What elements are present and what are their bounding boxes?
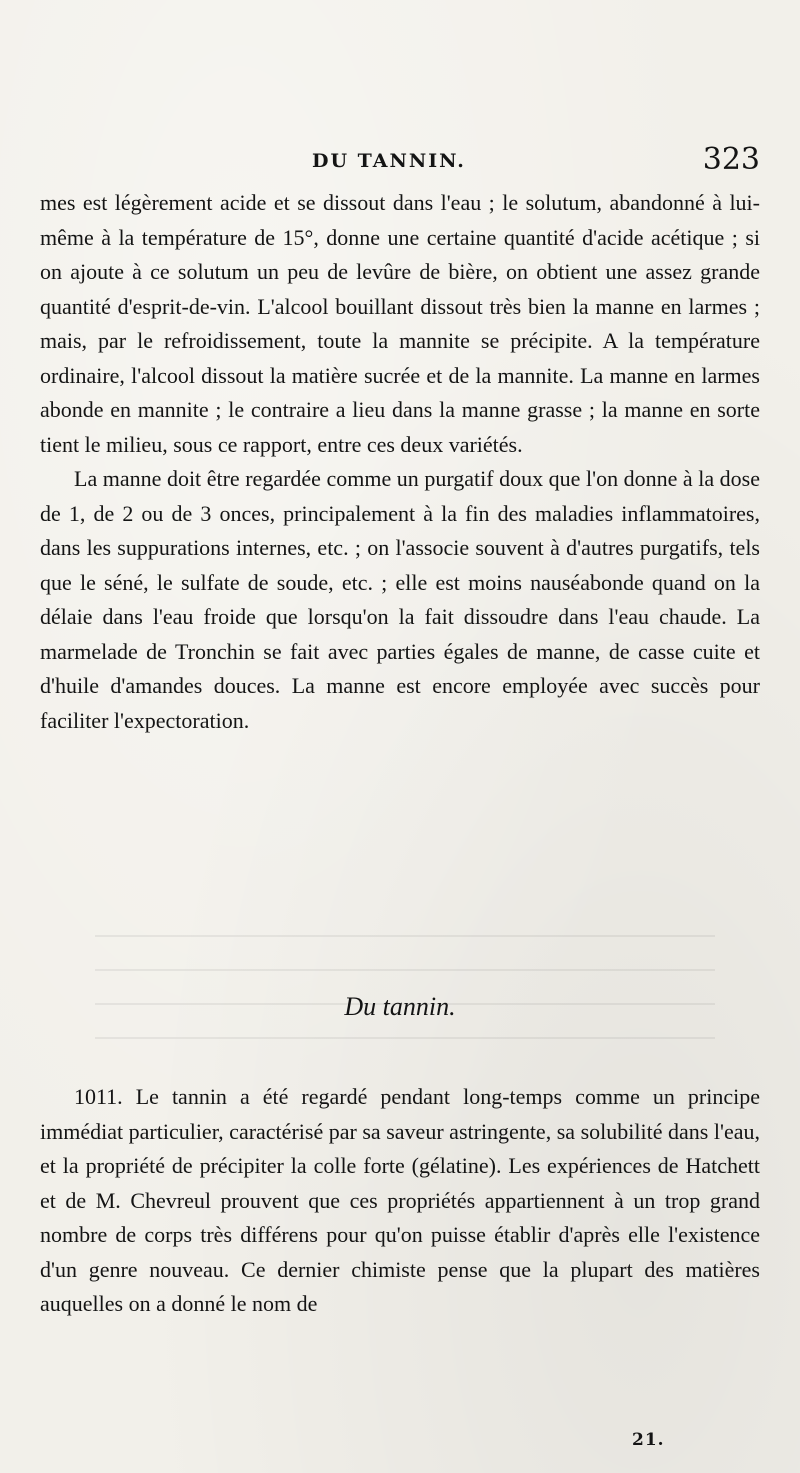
page-number: 323 [702, 142, 760, 177]
running-title: DU TANNIN. [312, 150, 466, 172]
section-body [40, 1080, 760, 1322]
paragraph-tannin: 1011. Le tannin a été regardé pendant long-temps comme un principe immédiat particulier, caractérisé par sa saveur astringente, sa solubilité dans l'eau, et la propriété de précipiter la colle forte (gélatine). Les expériences de Hatchett et de M. Chevreul prouvent que ces propriétés appartiennent à un trop grand nombre de corps très différens pour qu'on puisse établir d'après elle l'existence d'un genre nouveau. Ce dernier chimiste pense que la plupart des matières auquelles on a donné le nom de [40, 1084, 760, 1316]
running-head [40, 142, 760, 182]
paragraph-manne-properties: mes est légèrement acide et se dissout dans l'eau ; le solutum, abandonné à lui-même à la température de 15°, donne une certaine quantité d'acide acétique ; si on ajoute à ce solutum un peu de levûre de bière, on obtient une assez grande quantité d'esprit-de-vin. L'alcool bouillant dissout très bien la manne en larmes ; mais, par le refroidissement, toute la mannite se précipite. A la température ordinaire, l'alcool dissout la matière sucrée et de la mannite. La manne en larmes abonde en mannite ; le contraire a lieu dans la manne grasse ; la manne en sorte tient le milieu, sous ce rapport, entre ces deux variétés. [40, 190, 760, 457]
body-text [40, 186, 760, 738]
section-heading: Du tannin. [344, 992, 456, 1021]
signature-mark: 21. [632, 1430, 665, 1450]
paragraph-manne-usage: La manne doit être regardée comme un purgatif doux que l'on donne à la dose de 1, de 2 ou de 3 onces, principalement à la fin des maladies inflammatoires, dans les suppurations internes, etc. ; on l'associe souvent à d'autres purgatifs, tels que le séné, le sulfate de soude, etc. ; elle est moins nauséabonde quand on la délaie dans l'eau froide que lorsqu'on la fait dissoudre dans l'eau chaude. La marmelade de Tronchin se fait avec parties égales de manne, de casse cuite et d'huile d'amandes douces. La manne est encore employée avec succès pour faciliter l'expectoration. [40, 466, 760, 733]
